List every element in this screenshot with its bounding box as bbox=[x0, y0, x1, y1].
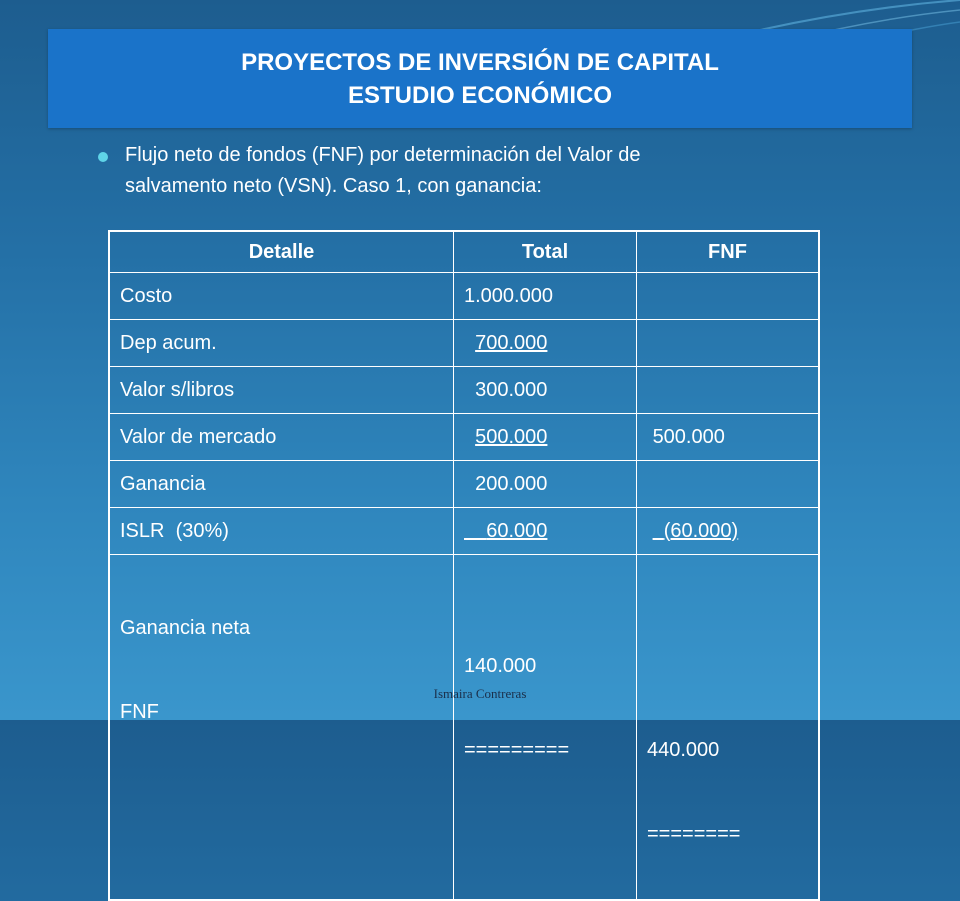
footer-author: Ismaira Contreras bbox=[433, 686, 527, 701]
slide-subtitle: ESTUDIO ECONÓMICO bbox=[347, 81, 612, 109]
bullet-line-1: Flujo neto de fondos (FNF) por determinación del Valor de bbox=[125, 144, 641, 166]
ganancia-neta-label: Ganancia neta bbox=[120, 617, 251, 639]
table-header-row bbox=[109, 231, 819, 273]
cell-total bbox=[454, 461, 637, 508]
cell-detalle: Dep acum. bbox=[109, 320, 454, 367]
cell-fnf-value: 500.000 bbox=[652, 425, 725, 448]
table-row-total bbox=[109, 555, 819, 901]
cell-fnf bbox=[637, 555, 820, 901]
slide-title: PROYECTOS DE INVERSIÓN DE CAPITAL bbox=[241, 48, 719, 76]
fnf-table bbox=[108, 230, 820, 901]
cell-detalle: ISLR (30%) bbox=[109, 508, 454, 555]
table-row bbox=[109, 414, 819, 461]
cell-detalle: Ganancia bbox=[109, 461, 454, 508]
cell-total-value bbox=[464, 520, 547, 542]
total-double-rule: ========= bbox=[464, 739, 570, 761]
header-total: Total bbox=[454, 231, 637, 273]
cell-fnf bbox=[637, 461, 820, 508]
cell-total-value: 500.000 bbox=[475, 425, 548, 448]
cell-fnf bbox=[637, 414, 820, 461]
cell-fnf-text: (60.000) bbox=[663, 519, 739, 542]
title-box bbox=[48, 29, 912, 128]
fnf-double-rule: ======== bbox=[647, 823, 741, 845]
bullet-line-2: salvamento neto (VSN). Caso 1, con ganancia: bbox=[125, 175, 542, 197]
cell-total-value: 700.000 bbox=[475, 331, 548, 354]
cell-total-value: 300.000 bbox=[475, 378, 548, 401]
bullet-text bbox=[125, 140, 640, 202]
cell-total bbox=[454, 508, 637, 555]
table-row bbox=[109, 508, 819, 555]
fnf-blank bbox=[647, 609, 818, 647]
ganancia-neta-text: 140.000 bbox=[464, 655, 537, 677]
cell-fnf bbox=[637, 367, 820, 414]
table-row bbox=[109, 273, 819, 320]
table-row bbox=[109, 367, 819, 414]
fnf-label: FNF bbox=[120, 701, 159, 723]
cell-total bbox=[454, 367, 637, 414]
cell-total bbox=[454, 320, 637, 367]
header-detalle: Detalle bbox=[109, 231, 454, 273]
table-row bbox=[109, 320, 819, 367]
cell-detalle: Valor s/libros bbox=[109, 367, 454, 414]
cell-detalle: Costo bbox=[109, 273, 454, 320]
fnf-total-text: 440.000 bbox=[647, 739, 720, 761]
bullet-point bbox=[98, 140, 858, 202]
cell-fnf bbox=[637, 320, 820, 367]
cell-total-text: 60.000 bbox=[486, 519, 548, 542]
table-row bbox=[109, 461, 819, 508]
ganancia-neta-value bbox=[464, 609, 636, 685]
cell-fnf-value bbox=[653, 520, 739, 542]
cell-detalle bbox=[109, 555, 454, 901]
cell-detalle: Valor de mercado bbox=[109, 414, 454, 461]
cell-total-value: 200.000 bbox=[475, 472, 548, 495]
cell-total bbox=[454, 414, 637, 461]
fnf-total-value bbox=[647, 693, 818, 769]
cell-fnf bbox=[637, 508, 820, 555]
cell-fnf bbox=[637, 273, 820, 320]
cell-total: 1.000.000 bbox=[454, 273, 637, 320]
bullet-icon bbox=[98, 152, 108, 162]
header-fnf: FNF bbox=[637, 231, 820, 273]
cell-total bbox=[454, 555, 637, 901]
